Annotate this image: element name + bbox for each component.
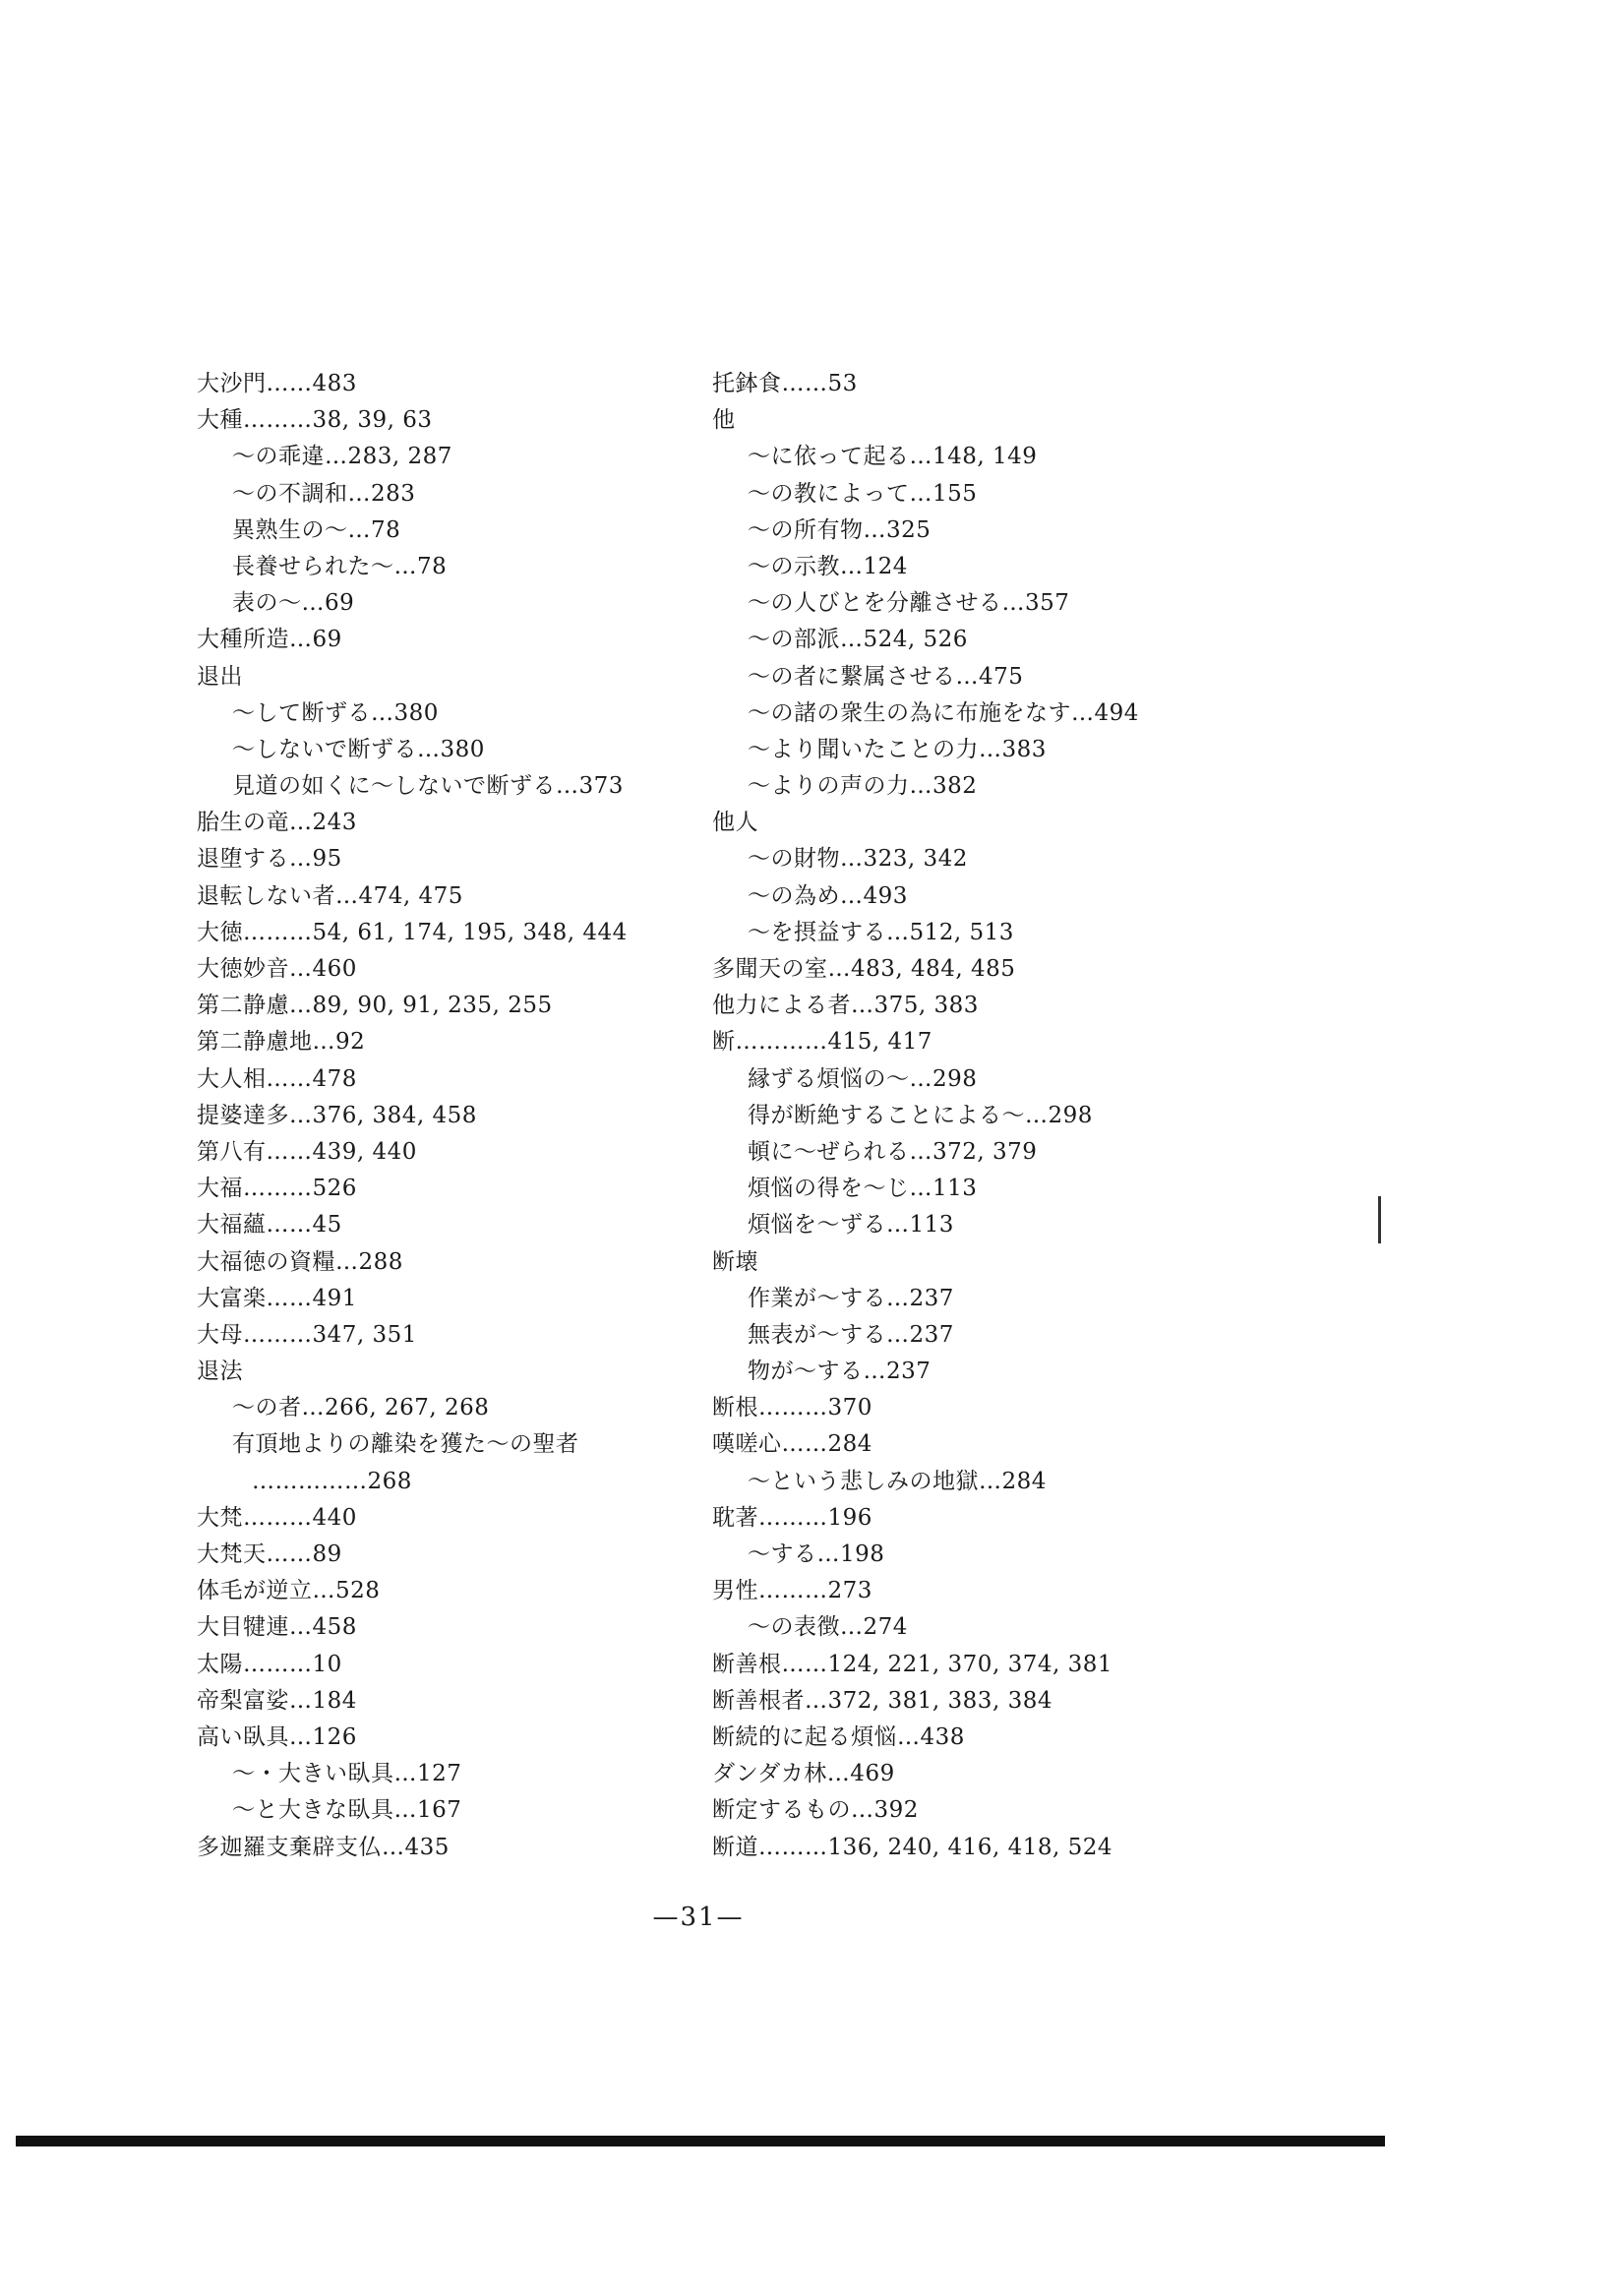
- index-entry: 断道………136, 240, 416, 418, 524: [712, 1834, 1113, 1860]
- index-subentry: 物が～する…237: [748, 1359, 932, 1385]
- index-entry: 大母………347, 351: [197, 1321, 417, 1348]
- index-subentry: ～する…198: [748, 1541, 885, 1567]
- index-entry: 大梵………440: [197, 1504, 357, 1531]
- index-entry: 断善根者…372, 381, 383, 384: [712, 1687, 1053, 1714]
- index-subentry: ～の示教…124: [748, 553, 908, 579]
- index-entry: 大徳妙音…460: [197, 956, 357, 982]
- index-subentry: ～と大きな臥具…167: [232, 1797, 462, 1824]
- index-column-right: [712, 366, 1342, 1866]
- index-subentry: ～という悲しみの地獄…284: [748, 1468, 1047, 1494]
- index-entry: 他: [712, 407, 736, 434]
- index-entry: 太陽………10: [197, 1651, 342, 1677]
- index-subentry: ～の表徴…274: [748, 1614, 908, 1641]
- index-entry: 大種所造…69: [197, 627, 342, 653]
- index-subentry: ～の者に繋属させる…475: [748, 663, 1024, 690]
- index-entry: 断…………415, 417: [712, 1029, 932, 1056]
- index-subentry: 煩悩の得を～じ…113: [748, 1176, 978, 1202]
- index-subentry: ～に依って起る…148, 149: [748, 444, 1038, 470]
- index-entry: 退出: [197, 663, 243, 690]
- index-entry: 断壊: [712, 1248, 758, 1275]
- index-subentry: 長養せられた～…78: [232, 553, 448, 579]
- index-subentry: ～の者…266, 267, 268: [232, 1395, 490, 1421]
- page-number: —31—: [652, 1903, 745, 1932]
- index-entry: 断善根……124, 221, 370, 374, 381: [712, 1651, 1113, 1677]
- index-subentry: 作業が～する…237: [748, 1285, 954, 1311]
- margin-mark: [1378, 1196, 1381, 1243]
- index-subentry: 異熟生の～…78: [232, 516, 401, 543]
- bottom-rule: [16, 2136, 1385, 2146]
- index-subentry: ～しないで断ずる…380: [232, 736, 485, 762]
- index-entry: 大福徳の資糧…288: [197, 1248, 403, 1275]
- index-subentry: ～の諸の衆生の為に布施をなす…494: [748, 699, 1139, 726]
- index-entry: 高い臥具…126: [197, 1723, 357, 1750]
- index-entry: 大福蘊……45: [197, 1212, 342, 1239]
- index-subentry: 有頂地よりの離染を獲た～の聖者: [232, 1431, 579, 1458]
- index-subentry: 煩悩を～ずる…113: [748, 1212, 954, 1239]
- index-entry: 他人: [712, 810, 758, 836]
- index-entry: 第二静慮地…92: [197, 1029, 366, 1056]
- index-subentry: 無表が～する…237: [748, 1321, 954, 1348]
- index-subentry: ～の所有物…325: [748, 516, 932, 543]
- index-entry: 托鉢食……53: [712, 371, 858, 396]
- index-subentry: 表の～…69: [232, 590, 355, 617]
- index-entry: 男性………273: [712, 1578, 872, 1604]
- index-subentry: ～の為め…493: [748, 882, 908, 909]
- index-entry: 多聞天の室…483, 484, 485: [712, 956, 1016, 982]
- index-entry: 断続的に起る煩悩…438: [712, 1723, 965, 1750]
- index-subentry: ～・大きい臥具…127: [232, 1761, 462, 1787]
- index-entry: 帝梨富娑…184: [197, 1687, 357, 1714]
- index-entry: 断根………370: [712, 1395, 872, 1421]
- index-subentry: ～して断ずる…380: [232, 699, 439, 726]
- index-entry: 大福………526: [197, 1176, 357, 1202]
- index-subentry: ～の不調和…283: [232, 480, 416, 507]
- index-entry: 大富楽……491: [197, 1285, 357, 1311]
- index-column-left: [197, 366, 708, 1866]
- index-entry: ダンダカ林…469: [712, 1761, 895, 1787]
- index-entry: 大沙門……483: [197, 371, 357, 396]
- index-entry: 多迦羅支棄辟支仏…435: [197, 1834, 450, 1860]
- index-subentry: ～の人びとを分離させる…357: [748, 590, 1070, 617]
- index-subentry: ～の教によって…155: [748, 480, 978, 507]
- index-subentry: ～より聞いたことの力…383: [748, 736, 1047, 762]
- index-subentry: ～よりの声の力…382: [748, 773, 978, 800]
- index-subentry: ～の部派…524, 526: [748, 627, 968, 653]
- index-entry: 断定するもの…392: [712, 1797, 919, 1824]
- index-subentry: 見道の如くに～しないで断ずる…373: [232, 773, 624, 800]
- index-entry: 大目犍連…458: [197, 1614, 357, 1641]
- index-subentry: 得が断絶することによる～…298: [748, 1102, 1093, 1128]
- index-entry: 退堕する…95: [197, 846, 342, 873]
- index-entry: 提婆達多…376, 384, 458: [197, 1102, 477, 1128]
- index-subentry: ～を摂益する…512, 513: [748, 919, 1014, 945]
- index-entry: 胎生の竜…243: [197, 810, 357, 836]
- index-subentry: 頓に～ぜられる…372, 379: [748, 1138, 1038, 1165]
- index-entry: 第二静慮…89, 90, 91, 235, 255: [197, 993, 553, 1019]
- index-entry: 耽著………196: [712, 1504, 872, 1531]
- index-subentry: ……………268: [252, 1468, 412, 1494]
- index-subentry: ～の財物…323, 342: [748, 846, 968, 873]
- index-entry: 大梵天……89: [197, 1541, 342, 1567]
- index-entry: 体毛が逆立…528: [197, 1578, 381, 1604]
- index-subentry: 縁ずる煩悩の～…298: [748, 1065, 978, 1092]
- index-entry: 第八有……439, 440: [197, 1138, 417, 1165]
- index-entry: 嘆嗟心……284: [712, 1431, 872, 1458]
- index-entry: 退転しない者…474, 475: [197, 882, 463, 909]
- index-entry: 大種………38, 39, 63: [197, 407, 433, 434]
- index-entry: 他力による者…375, 383: [712, 993, 979, 1019]
- index-subentry: ～の乖違…283, 287: [232, 444, 452, 470]
- index-entry: 大人相……478: [197, 1065, 357, 1092]
- index-entry: 大徳………54, 61, 174, 195, 348, 444: [197, 919, 628, 945]
- index-entry: 退法: [197, 1359, 243, 1385]
